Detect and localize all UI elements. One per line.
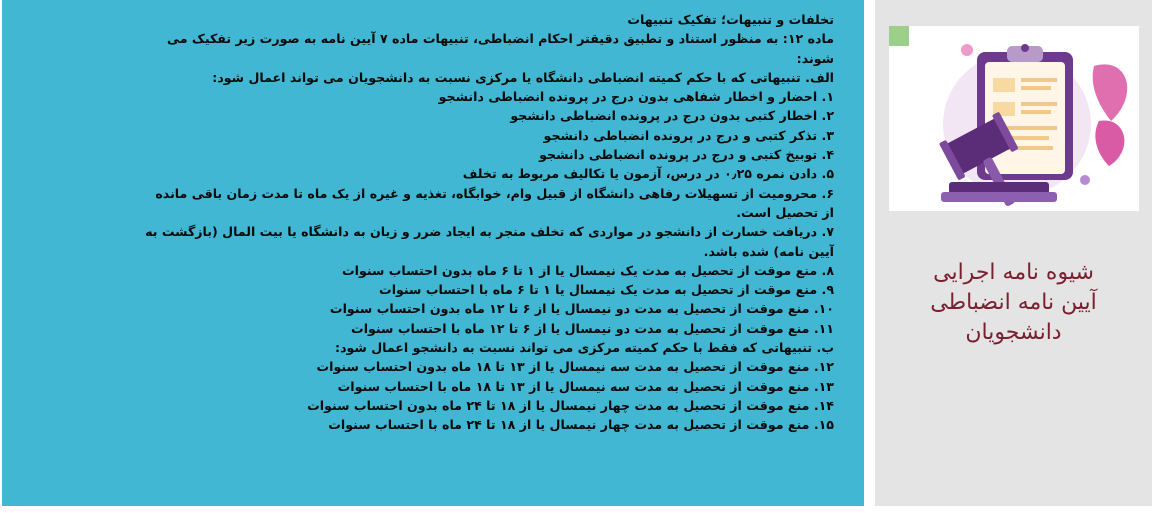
list-item-15: ۱۵. منع موقت از تحصیل به مدت چهار نیمسال یا از ۱۸ تا ۲۴ ماه با احتساب سنوات [328,417,834,433]
section-a-line: الف. تنبیهاتی که با حکم کمیته انضباطی دانشگاه یا مرکزی نسبت به دانشجویان می تواند اعمال شود: [212,69,834,85]
sidebar-panel [875,0,1152,506]
accent-square [889,26,909,46]
list-item-2: ۲. اخطار کتبی بدون درج در پرونده انضباطی دانشجو [510,108,834,124]
list-item-3: ۳. تذکر کتبی و درج در پرونده انضباطی دانشجو [543,127,834,143]
regulation-text [134,10,834,435]
list-item-7: ۷. دریافت خسارت از دانشجو در مواردی که تخلف منجر به ایجاد ضرر و زیان به دانشگاه یا بیت المال (بازگشت به آیین نامه) شده باشد. [145,224,834,259]
sidebar-title [875,258,1152,348]
article-intro-line: ماده ۱۲: به منظور استناد و تطبیق دقیقتر احکام انضباطی، تنبیهات ماده ۷ آیین نامه به صورت زیر تفکیک می شوند: [167,31,834,66]
list-item-5: ۵. دادن نمره ۰٫۲۵ در درس، آزمون یا تکالیف مربوط به تخلف [462,166,834,182]
clipboard-gavel-icon [889,26,1139,211]
list-item-11: ۱۱. منع موقت از تحصیل به مدت دو نیمسال یا از ۶ تا ۱۲ ماه با احتساب سنوات [351,320,834,336]
list-item-6: ۶. محرومیت از تسهیلات رفاهی دانشگاه از قبیل وام، خوابگاه، تغذیه و غیره از یک ماه تا مدت زمان باقی مانده از تحصیل است. [155,185,834,220]
list-item-10: ۱۰. منع موقت از تحصیل به مدت دو نیمسال یا از ۶ تا ۱۲ ماه بدون احتساب سنوات [329,301,834,317]
illustration-frame [889,26,1139,211]
list-item-1: ۱. احضار و اخطار شفاهی بدون درج در پرونده انضباطی دانشجو [438,89,834,105]
sidebar-title-line-3: دانشجویان [965,320,1062,345]
content-panel [2,0,864,506]
list-item-9: ۹. منع موقت از تحصیل به مدت یک نیمسال یا ۱ تا ۶ ماه با احتساب سنوات [379,282,834,298]
sidebar-title-line-2: آیین نامه انضباطی [930,290,1097,315]
list-item-13: ۱۳. منع موقت از تحصیل به مدت سه نیمسال یا از ۱۳ تا ۱۸ ماه با احتساب سنوات [337,378,834,394]
sidebar-title-line-1: شیوه نامه اجرایی [933,260,1094,285]
section-b-line: ب. تنبیهاتی که فقط با حکم کمیته مرکزی می تواند نسبت به دانشجو اعمال شود: [335,340,834,356]
list-item-8: ۸. منع موقت از تحصیل به مدت یک نیمسال یا از ۱ تا ۶ ماه بدون احتساب سنوات [341,262,834,278]
list-item-4: ۴. توبیخ کتبی و درج در پرونده انضباطی دانشجو [539,147,834,163]
list-item-14: ۱۴. منع موقت از تحصیل به مدت چهار نیمسال یا از ۱۸ تا ۲۴ ماه بدون احتساب سنوات [307,397,834,413]
list-item-12: ۱۲. منع موقت از تحصیل به مدت سه نیمسال یا از ۱۳ تا ۱۸ ماه بدون احتساب سنوات [316,359,834,375]
heading-line: تخلفات و تنبیهات؛ تفکیک تنبیهات [627,12,834,27]
